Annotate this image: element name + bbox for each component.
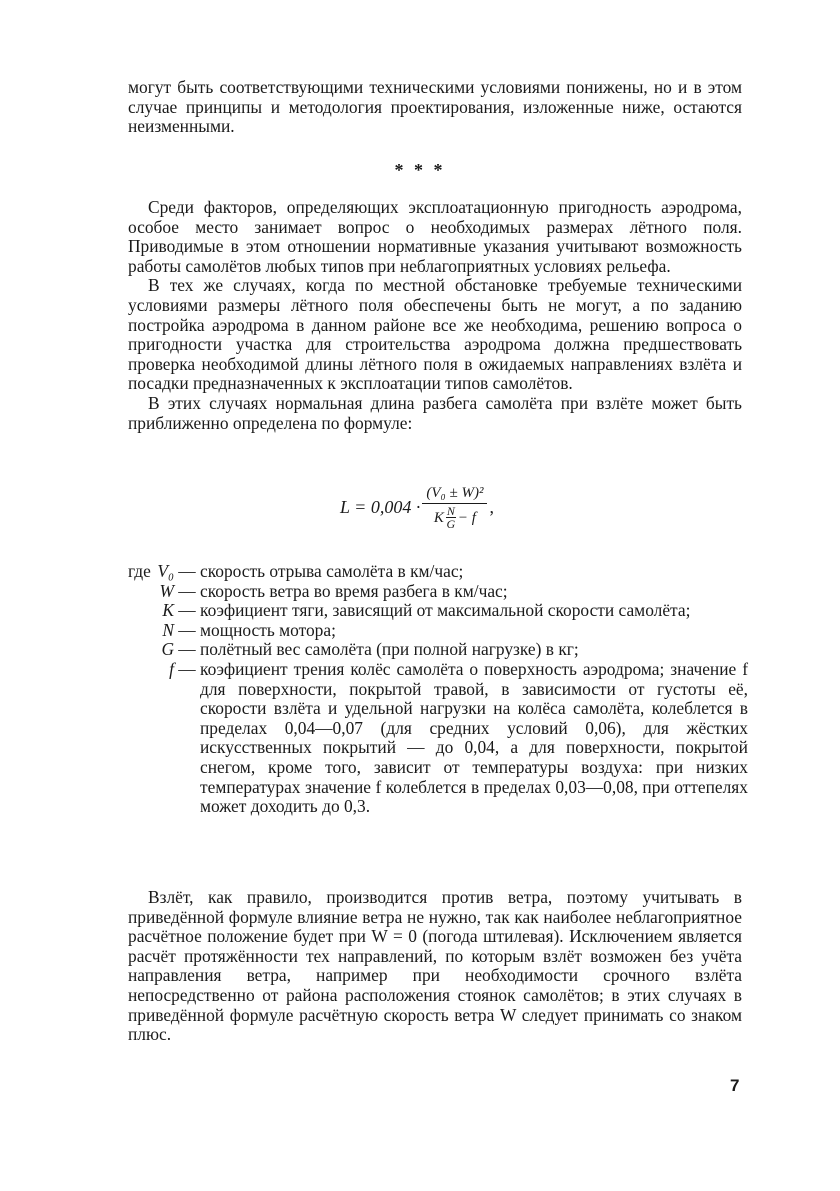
definition-symbol: V₀: [157, 561, 174, 581]
formula-fraction: [422, 484, 487, 530]
formula-lhs: L = 0,004 ·: [340, 496, 421, 517]
definition-item: G — полётный вес самолёта (при полной нагрузке) в кг;: [128, 640, 748, 660]
page-number: 7: [730, 1076, 740, 1095]
definition-text: скорость отрыва самолёта в км/час;: [200, 561, 464, 581]
formula-n-over-g: [446, 505, 456, 530]
definitions-lead: где: [128, 561, 151, 581]
definition-symbol: G: [161, 639, 174, 660]
paragraph-2: В тех же случаях, когда по местной обстановке требуемые техническими условиями размеры лётного поля обеспечены быть не могут, а по заданию постройка аэродрома в данном районе все же необходима, решению вопроса о пригодности участка для строительства аэродрома должна предшествовать проверка необходимой длины лётного поля в ожидаемых направлениях взлёта и посадки предназначенных к эксплоатации типов самолётов.: [128, 275, 742, 394]
closing-text: Взлёт, как правило, производится против ветра, поэтому учитывать в приведённой формуле влияние ветра не нужно, так как наиболее неблагоприятное расчётное положение будет при W = 0 (погода штилевая). Исключением является расчёт протяжённости тех направлений, по которым взлёт возможен без учёта направления ветра, например при необходимости срочного взлёта непосредственно от района расположения стоянок самолётов; в этих случаях в приведённой формуле расчётную скорость ветра W следует принимать со знаком плюс.: [128, 887, 742, 1045]
definition-item: V₀ — скорость отрыва самолёта в км/час;: [128, 562, 748, 582]
definition-symbol: K: [162, 600, 174, 621]
formula-g: G: [446, 517, 456, 531]
formula-tail: ,: [489, 496, 494, 517]
section-separator: * * *: [394, 160, 446, 180]
variable-definitions: [128, 562, 748, 817]
definition-text: скорость ветра во время разбега в км/час;: [200, 580, 508, 601]
formula-numerator: (V₀ ± W)²: [422, 484, 487, 504]
formula-denominator: [434, 504, 476, 530]
formula-k: K: [433, 509, 444, 526]
intro-paragraph: [128, 78, 742, 137]
definition-item: N — мощность мотора;: [128, 621, 748, 641]
definition-text: коэфициент тяги, зависящий от максимальной скорости самолёта;: [200, 600, 691, 621]
takeoff-formula: [340, 484, 494, 530]
definition-item: W — скорость ветра во время разбега в км/час;: [128, 582, 748, 602]
definition-item: f — коэфициент трения колёс самолёта о поверхность аэродрома; значение f для поверхности, покрытой травой, в зависимости от густоты её, скорости взлёта и удельной нагрузки на колёса самолёта, колеблется в пределах 0,04—0,07 (для средних условий 0,06), для жёстких искусственных покрытий — до 0,04, а для поверхности, покрытой снегом, кроме того, зависит от температуры воздуха: при низких температурах значение f колеблется в пределах 0,03—0,08, при оттепелях может доходить до 0,3.: [128, 660, 748, 817]
intro-text: могут быть соответствующими техническими условиями понижены, но и в этом случае принципы и методология проектирования, изложенные ниже, остаются неизменными.: [128, 77, 742, 137]
definition-symbol: W: [159, 580, 174, 601]
formula-minus-f: − f: [457, 509, 476, 526]
definition-symbol: f: [169, 658, 174, 679]
definition-text: полётный вес самолёта (при полной нагрузке) в кг;: [200, 639, 579, 660]
body-paragraphs: [128, 198, 742, 433]
definition-text: коэфициент трения колёс самолёта о поверхность аэродрома; значение f для поверхности, покрытой травой, в зависимости от густоты её, скорости взлёта и удельной нагрузки на колёса самолёта, колеблется в пределах 0,04—0,07 (для средних условий 0,06), для жёстких искусственных покрытий — до 0,04, а для поверхности, покрытой снегом, кроме того, зависит от температуры воздуха: при низких температурах значение f колеблется в пределах 0,03—0,08, при оттепелях может доходить до 0,3.: [200, 658, 748, 817]
paragraph-3: В этих случаях нормальная длина разбега самолёта при взлёте может быть приближенно определена по формуле:: [128, 392, 742, 433]
closing-paragraph: [128, 888, 742, 1045]
formula-n: N: [446, 504, 455, 518]
definition-item: K — коэфициент тяги, зависящий от максимальной скорости самолёта;: [128, 601, 748, 621]
definition-symbol: N: [162, 619, 174, 640]
definition-text: мощность мотора;: [200, 619, 336, 640]
paragraph-1: Среди факторов, определяющих эксплоатационную пригодность аэродрома, особое место занимает вопрос о необходимых размерах лётного поля. Приводимые в этом отношении нормативные указания учитывают возможность работы самолётов любых типов при неблагоприятных условиях рельефа.: [128, 197, 742, 276]
